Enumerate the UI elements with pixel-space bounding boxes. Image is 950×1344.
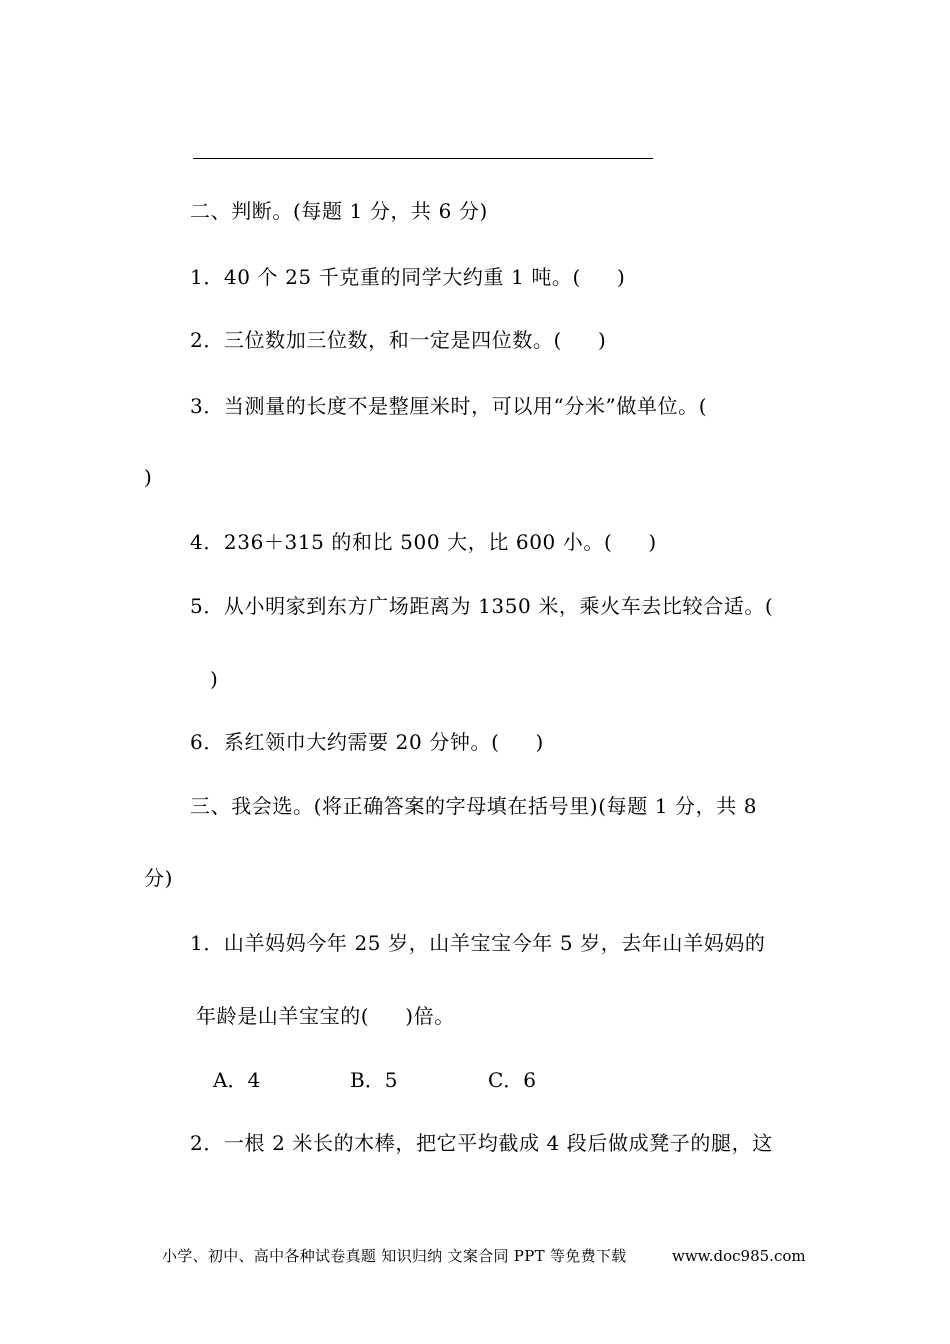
- choice-b: B．5: [350, 1068, 398, 1092]
- footer-url[interactable]: www.doc985.com: [672, 1247, 806, 1265]
- question-text: 3．当测量的长度不是整厘米时，可以用“分米”做单位。(: [190, 394, 708, 418]
- question-text: 2．三位数加三位数，和一定是四位数。(: [190, 328, 562, 352]
- question-item: [190, 328, 606, 352]
- close-paren: ): [597, 328, 607, 352]
- question-item: [190, 530, 657, 554]
- section-heading: [190, 199, 488, 223]
- question-text: 年龄是山羊宝宝的(: [196, 1004, 370, 1028]
- question-item: [190, 594, 773, 618]
- question-item: [190, 265, 625, 289]
- choice-c: C．6: [488, 1068, 537, 1092]
- section-heading-text: 二、判断。(每题 1 分，共 6 分): [190, 199, 488, 223]
- question-item: [190, 1131, 773, 1155]
- section-heading-text: 三、我会选。(将正确答案的字母填在括号里)(每题 1 分，共 8: [190, 794, 758, 818]
- question-continuation: [144, 465, 152, 489]
- question-text: 4．236＋315 的和比 500 大，比 600 小。(: [190, 530, 613, 554]
- section-heading-continuation: [144, 866, 173, 890]
- answer-line: [193, 158, 653, 159]
- question-continuation: [210, 667, 218, 691]
- close-paren: ): [616, 265, 626, 289]
- question-text: )倍。: [405, 1004, 455, 1028]
- choice-a: A．4: [213, 1068, 261, 1092]
- close-paren: ): [535, 730, 544, 754]
- question-item: [190, 730, 544, 754]
- section-heading-text: 分): [144, 866, 174, 890]
- footer-text: 小学、初中、高中各种试卷真题 知识归纳 文案合同 PPT 等免费下载: [162, 1247, 627, 1265]
- question-continuation: [196, 1004, 455, 1028]
- question-text: 6．系红领巾大约需要 20 分钟。(: [190, 730, 500, 754]
- question-item: [190, 394, 707, 418]
- question-text: 5．从小明家到东方广场距离为 1350 米，乘火车去比较合适。(: [190, 594, 774, 618]
- close-paren: ): [210, 667, 219, 691]
- question-text: 2．一根 2 米长的木棒，把它平均截成 4 段后做成凳子的腿，这: [190, 1131, 773, 1155]
- close-paren: ): [648, 530, 657, 554]
- section-heading: [190, 794, 757, 818]
- question-text: 1．山羊妈妈今年 25 岁，山羊宝宝今年 5 岁，去年山羊妈妈的: [190, 931, 766, 955]
- question-text: 1．40 个 25 千克重的同学大约重 1 吨。(: [190, 265, 581, 289]
- close-paren: ): [144, 465, 153, 489]
- question-item: [190, 931, 766, 955]
